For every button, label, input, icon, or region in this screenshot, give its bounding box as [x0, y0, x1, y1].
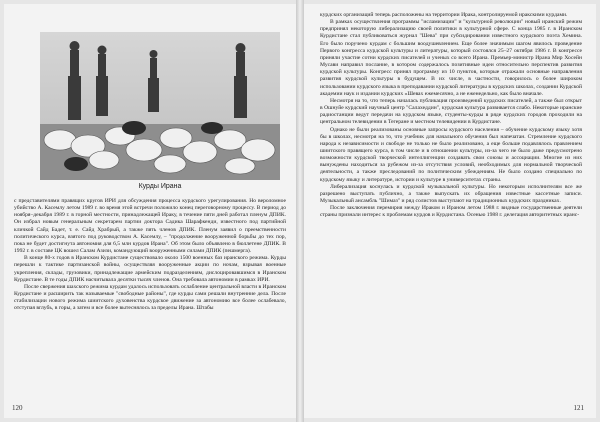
left-page	[4, 4, 296, 418]
page-number: 121	[573, 404, 584, 412]
paragraph: В конце 80-х годов в Иранском Курдистане существовало около 1500 военных баз иранского режима. Курды перешли к тактике партизанской войны, осуществляя вооруженные акции по ночам, взрывая военные укрепления, склады, грузовики, принадлежащие армейским подразделениям, дислоцировавшимся в Иранском Курдистане. В те годы ДПИК насчитывала десятки тысяч членов. Она требовала автономии в рамках ИРИ.	[14, 255, 286, 283]
page-number: 120	[12, 404, 23, 412]
book-gutter	[296, 0, 304, 422]
right-page-body	[320, 12, 582, 220]
paragraph: Несмотря на то, что теперь началась публикация произведений курдских писателей, а также был открыт в Ошнуйе курдский научный центр "Салахеддин", курдская культура развивается слабо. Некоторые иранские радиостанции ведут передачи на курдском языке, студенты-курды в ряде курдских городов проходили на центральном телевидении в Тегеране и местном телевидении в Курдистане.	[320, 97, 582, 126]
right-page	[304, 4, 596, 418]
paragraph: с представителями правящих кругов ИРИ для обсуждения процесса курдского урегулирования. Но вероломное убийство А. Касемлу летом 1989 г. во время этой встречи положило конец переговорному процессу. В период до ноября–декабря 1989 г. в горной местности, принадлежащей Ираку, в течение пяти дней работал пленум ДПИК. Он избрал новым генеральным секретарем партии доктора Садика Шарафкенди, известного под партийной кличкой Сайд Бадет, т. е. Сайд Храбрый, а также пять членов ДПИК. Пленум заявил о преемственности политического курса, взятого под руководством А. Касемлу, – "продолжение вооруженной борьбы до тех пор, пока не будет достигнута автономия для 6,5 млн курдов Ирана". Об этом было объявлено в бюллетене ДПИК. В 1992 г. в составе ЦК вошел Салам Азизи, командующий вооруженными силами ДПИК (пешмерга).	[14, 198, 286, 255]
paragraph: В рамках осуществления программы "исламизации" и "культурной революции" новый иранский режим предпринял некоторую либерализацию своей политики в культурной сфере. С конца 1985 г. в Иранском Курдистане стал публиковаться журнал "Шева" при субсидировании известного курдского поэта Хемина. Его было поручено курдам с большим воодушевлением. Еще более значимым шагом явилось проведение Первого конгресса курдской культуры и литературы, который состоялся 25–27 октября 1986 г. В конгрессе приняли участие сотни курдских писателей и ученых со всего Ирана. Премьер-министр Ирана Мир Хосейн Мусави направил послание, в котором содержалось позитивные идеи относительно перспектив развития курдской культуры. Конгресс принял программу из 10 пунктов, которые отражали основные направления развития курдской культуры в будущем. В их числе, в частности, говорилось о более широком использовании курдского языка в преподавании курдской литературы в курдских школах, создании Курдской академии наук и издании курдских «Шевах ежемесячно, а не еженедельно, как было вначале.	[320, 19, 582, 97]
paragraph: Однако не были реализованы основные запросы курдского населения – обучение курдскому языку хотя бы в школах, несмотря на то, что учебник для начального обучения был напечатан. Стремление курдского народа к независимости и свободе не только не было реализовано, а еще больше подавлялось правлением шиитского правящего курса, в том числе и в отношении культуры, из-за чего не было даже предусмотрено возможности курдской творческой интеллигенции создавать свои союзы и ассоциации. Многие из них вынуждены находиться за рубежом из-за отсутствия условий, необходимых для нормальной творческой деятельности, а также преследований по политическим убеждениям. Не было создано специально по курдскому языку и литературе, истории и культуре в университетах страны.	[320, 126, 582, 183]
paragraph: После заключения перемирия между Ираком и Ираном летом 1988 г. видные государственные деятели страны признали интерес к проблемам курдов и Курдистана. Осенью 1988 г. делегация авторитетных иранс-	[320, 205, 582, 219]
paragraph: курдских организаций теперь расположены на территории Ирака, контролируемой иракскими курдами.	[320, 12, 568, 18]
photo-caption: Курды Ирана	[138, 183, 182, 190]
left-page-body	[14, 198, 286, 313]
photo-kurds-of-iran	[40, 32, 280, 180]
paragraph: После свержения шахского режима курдам удалось использовать ослабление центральной власти в Иранском Курдистане и расширить так называемые "свободные районы", где курды сами решали внутренние дела. После стабилизации нового режима шиитского духовенства курдское движение за автономию все более ослабевало, отступая вглубь, в горы, а затем и все более вытеснялось за пределы Ирана. Штабы	[14, 283, 286, 312]
paragraph: Либерализация коснулась и курдской музыкальной культуры. Но некоторым исполнителям все же разрешено выступать публично, а также выпускать их обращения известные кассетные записи. Музыкальный ансамбль "Шимаз" и ряд солистов выступают на традиционных курдских праздниках.	[320, 183, 582, 205]
